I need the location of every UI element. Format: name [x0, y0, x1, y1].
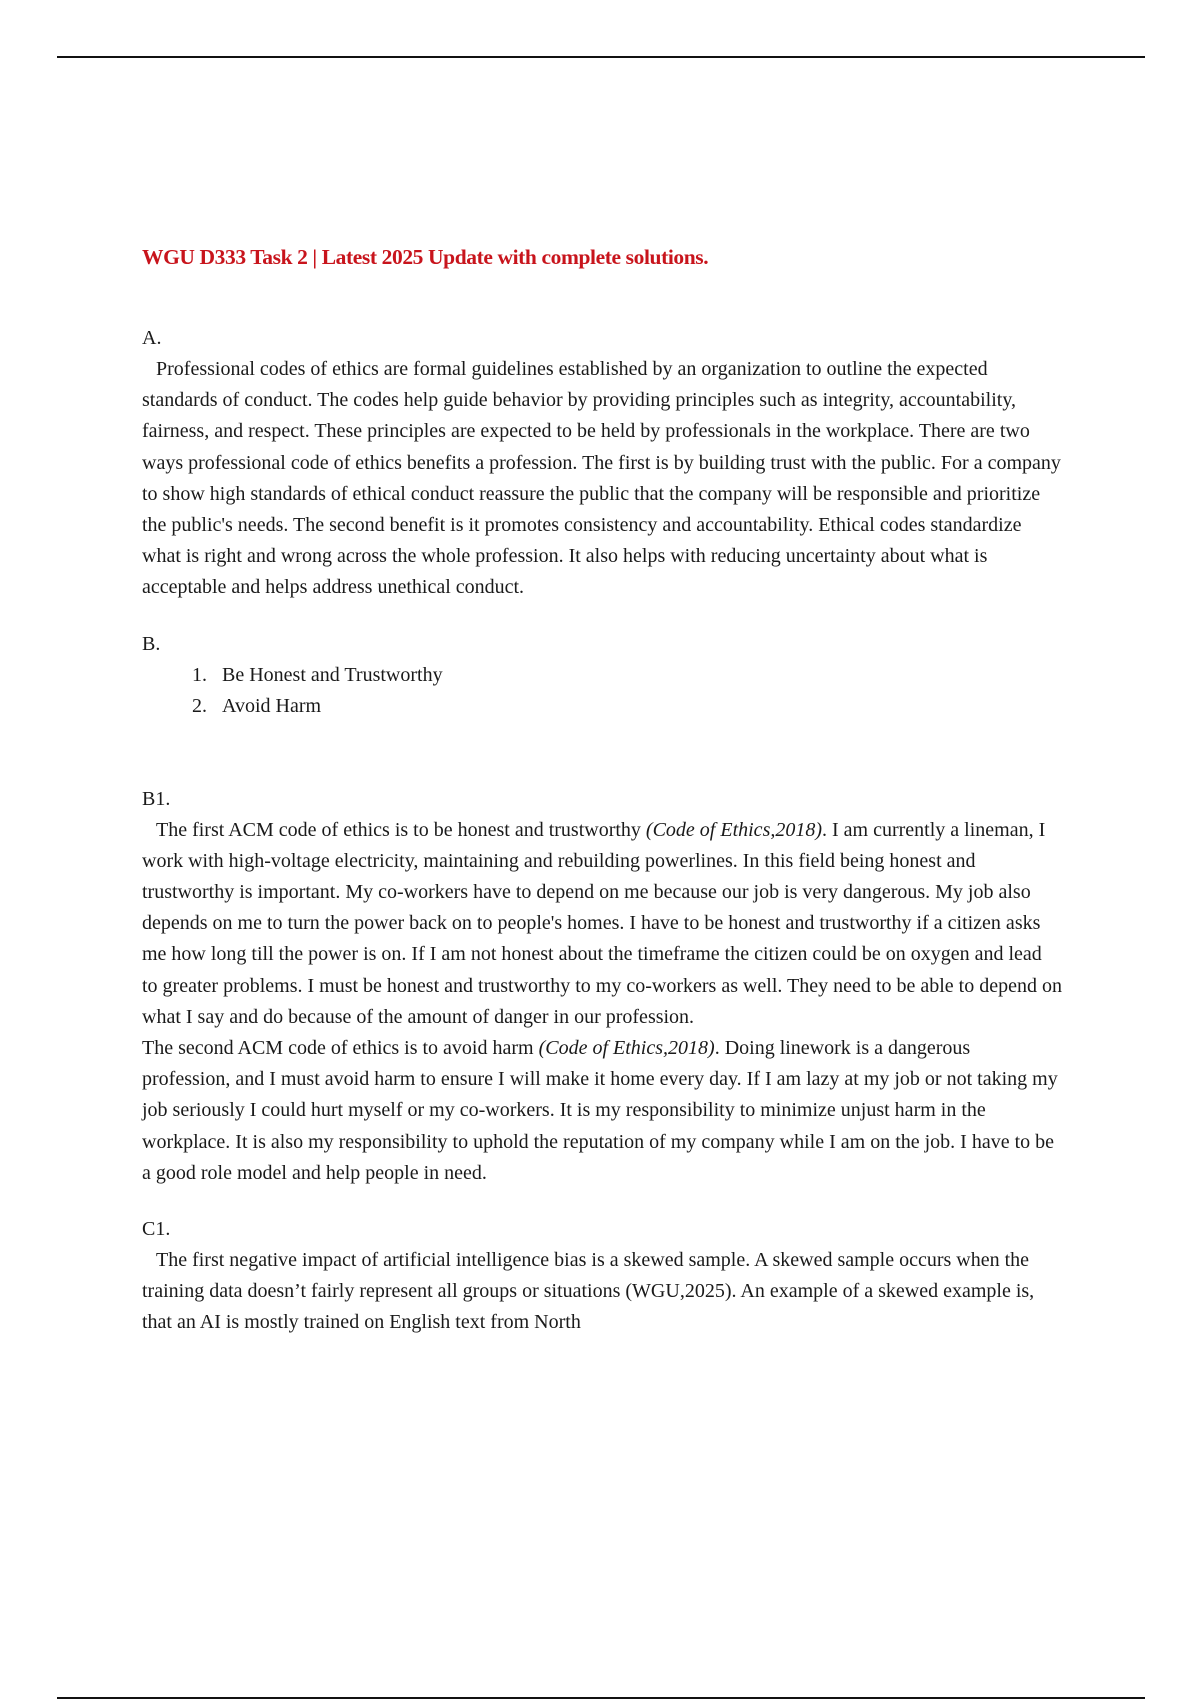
bottom-rule	[57, 1697, 1145, 1699]
section-c1-paragraph: The first negative impact of artificial intelligence bias is a skewed sample. A skewed sample occurs when the training data doesn’t fairly represent all groups or situations (WGU,2025). An example of a skewed example is, that an AI is mostly trained on English text from North	[142, 1249, 1035, 1334]
section-a-paragraph: Professional codes of ethics are formal guidelines established by an organization to outline the expected standards of conduct. The codes help guide behavior by providing principles such as integrity, accountability, fairness, and respect. These principles are expected to be held by professionals in the workplace. There are two ways professional code of ethics benefits a profession. The first is by building trust with the public. For a company to show high standards of ethical conduct reassure the public that the company will be responsible and prioritize the public's needs. The second benefit is it promotes consistency and accountability. Ethical codes standardize what is right and wrong across the whole profession. It also helps with reducing uncertainty about what is acceptable and helps address unethical conduct.	[142, 358, 1061, 599]
citation: (Code of Ethics,2018)	[645, 818, 823, 841]
section-c1-label: C1.	[142, 1218, 171, 1241]
citation: (Code of Ethics,2018)	[538, 1037, 715, 1060]
ethics-principles-list	[142, 660, 1062, 722]
section-b1-paragraph-1: The first ACM code of ethics is to be honest and trustworthy (Code of Ethics,2018). I am currently a lineman, I work with high-voltage electricity, maintaining and rebuilding powerlines. In this field being honest and trustworthy is important. My co-workers have to depend on me because our job is very dangerous. My job also depends on me to turn the power back on to people's homes. I have to be honest and trustworthy if a citizen asks me how long till the power is on. If I am not honest about the timeframe the citizen could be on oxygen and lead to greater problems. I must be honest and trustworthy to my co-workers as well. They need to be able to depend on what I say and do because of the amount of danger in our profession.	[142, 818, 1062, 1028]
document-title: WGU D333 Task 2 | Latest 2025 Update with complete solutions.	[142, 245, 709, 269]
section-b-label: B.	[142, 632, 161, 655]
list-item: 1. Be Honest and Trustworthy	[212, 660, 1062, 691]
section-a-label: A.	[142, 327, 162, 349]
section-b1-paragraph-2: The second ACM code of ethics is to avoid harm (Code of Ethics,2018). Doing linework is a dangerous profession, and I must avoid harm to ensure I will make it home every day. If I am lazy at my job or not taking my job seriously I could hurt myself or my co-workers. It is my responsibility to minimize unjust harm in the workplace. It is also my responsibility to uphold the reputation of my company while I am on the job. I have to be a good role model and help people in need.	[142, 1037, 1058, 1184]
section-b1-label: B1.	[142, 787, 171, 810]
list-item: 2. Avoid Harm	[212, 691, 1062, 722]
document-page	[142, 242, 1062, 1339]
top-rule	[57, 56, 1145, 58]
